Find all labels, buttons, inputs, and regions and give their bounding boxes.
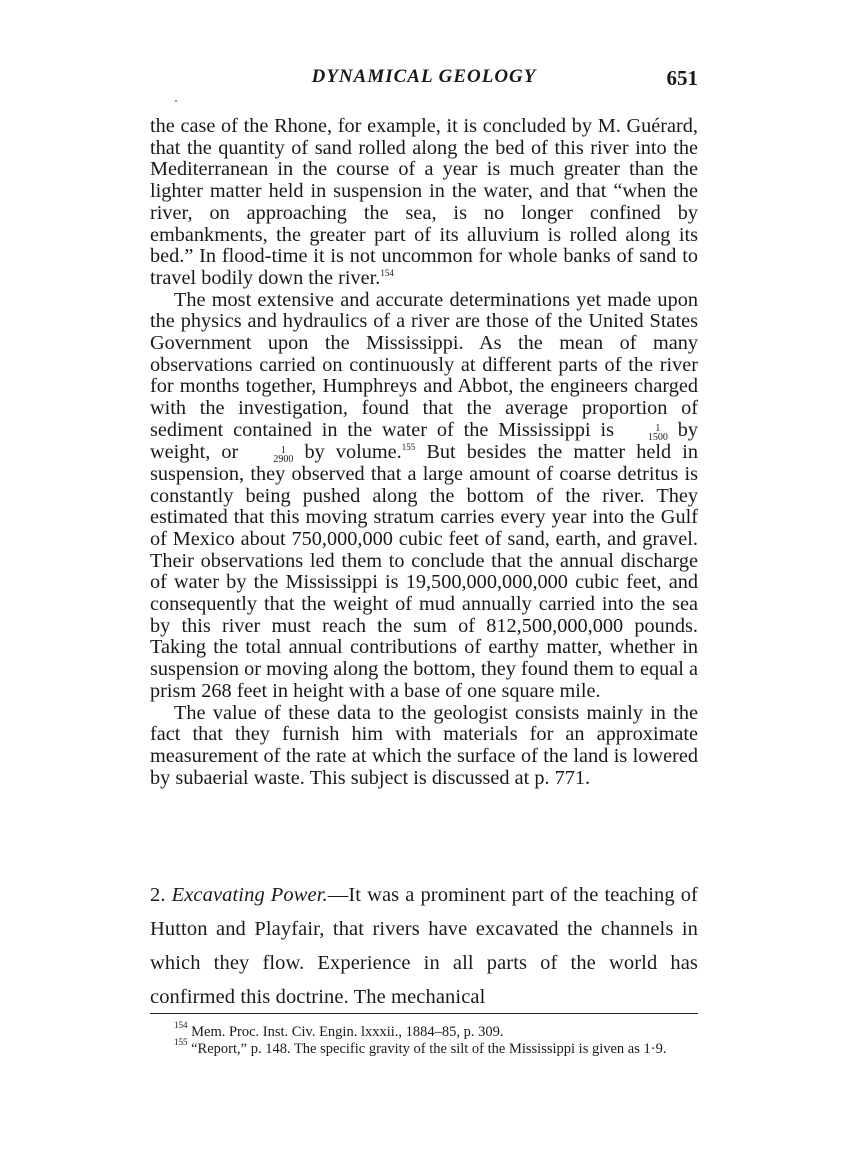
fraction-denominator: 2900 <box>273 453 294 465</box>
footnote-ref[interactable]: 155 <box>401 441 416 452</box>
footnote-154 <box>150 1020 698 1041</box>
footnote-text: “Report,” p. 148. The specific gravity of the silt of the Mississippi is given as 1·9. <box>191 1041 667 1057</box>
paragraph-text: The most extensive and accurate determinations yet made upon the physics and hydraulics of a river are those of the United States Government upon the Mississippi. As the mean of many observations carried on continuously at different parts of the river for months together, Humphreys and Abbot, the engineers charged with the investigation, found that the average proportion of sediment contained in the water of the Mississippi is <box>150 288 698 441</box>
section-excavating-power <box>150 878 698 1014</box>
paragraph-value-of-data <box>150 703 698 790</box>
footnote-155 <box>150 1037 698 1058</box>
fraction-numerator: 1 <box>280 444 286 456</box>
footnotes <box>150 1020 698 1058</box>
print-speck <box>175 100 177 102</box>
paragraph-text: by volume. <box>304 440 402 463</box>
footnote-mark: 154 <box>174 1020 188 1030</box>
section-title: Excavating Power. <box>171 884 328 906</box>
fraction-numerator: 1 <box>655 422 661 434</box>
paragraph-mississippi <box>150 290 698 703</box>
fraction-by-weight <box>624 424 668 442</box>
fraction-denominator: 1500 <box>647 431 668 443</box>
paragraph-text: The value of these data to the geologist consists mainly in the fact that they furnish him with materials for an approximate measurement of the rate at which the surface of the land is lowered by subaerial waste. This subject is discussed at p. 771. <box>150 701 698 789</box>
footnote-ref[interactable]: 154 <box>380 267 394 278</box>
page-number: 651 <box>666 66 698 90</box>
footnote-mark: 155 <box>174 1037 188 1047</box>
running-title: DYNAMICAL GEOLOGY <box>311 66 537 87</box>
body-text <box>150 116 698 789</box>
footnote-divider <box>150 1013 698 1014</box>
section-text: —It was a prominent part of the teaching of Hutton and Playfair, that rivers have excavated the channels in which they flow. Experience in all parts of the world has confirmed this doctrine. The mechanical <box>150 884 698 1008</box>
paragraph-text: by weight, or <box>150 418 698 463</box>
section-number: 2. <box>150 884 166 906</box>
section-paragraph <box>150 878 698 1014</box>
footnote-text: Mem. Proc. Inst. Civ. Engin. lxxxii., 1884–85, p. 309. <box>191 1024 504 1040</box>
paragraph-text: the case of the Rhone, for example, it is concluded by M. Guérard, that the quantity of sand rolled along the bed of this river into the Mediterranean in the course of a year is much greater than the lighter matter held in suspension in the water, and that “when the river, on approaching the sea, is no longer confined by embankments, the greater part of its alluvium is rolled along its bed.” In flood-time it is not uncommon for whole banks of sand to travel bodily down the river. <box>150 115 698 289</box>
paragraph-text: But besides the matter held in suspension, they observed that a large amount of coarse detritus is constantly being pushed along the bottom of the river. They estimated that this moving stratum carries every year into the Gulf of Mexico about 750,000,000 cubic feet of sand, earth, and gravel. Their observations led them to conclude that the annual discharge of water by the Mississippi is 19,500,000,000,000 cubic feet, and consequently that the weight of mud annually carried into the sea by this river must reach the sum of 812,500,000,000 pounds. Taking the total annual contributions of earthy matter, whether in suspension or moving along the bottom, they found them to equal a prism 268 feet in height with a base of one square mile. <box>150 440 699 702</box>
fraction-by-volume <box>249 446 293 464</box>
page-header <box>150 66 698 96</box>
paragraph-rhone <box>150 116 698 290</box>
